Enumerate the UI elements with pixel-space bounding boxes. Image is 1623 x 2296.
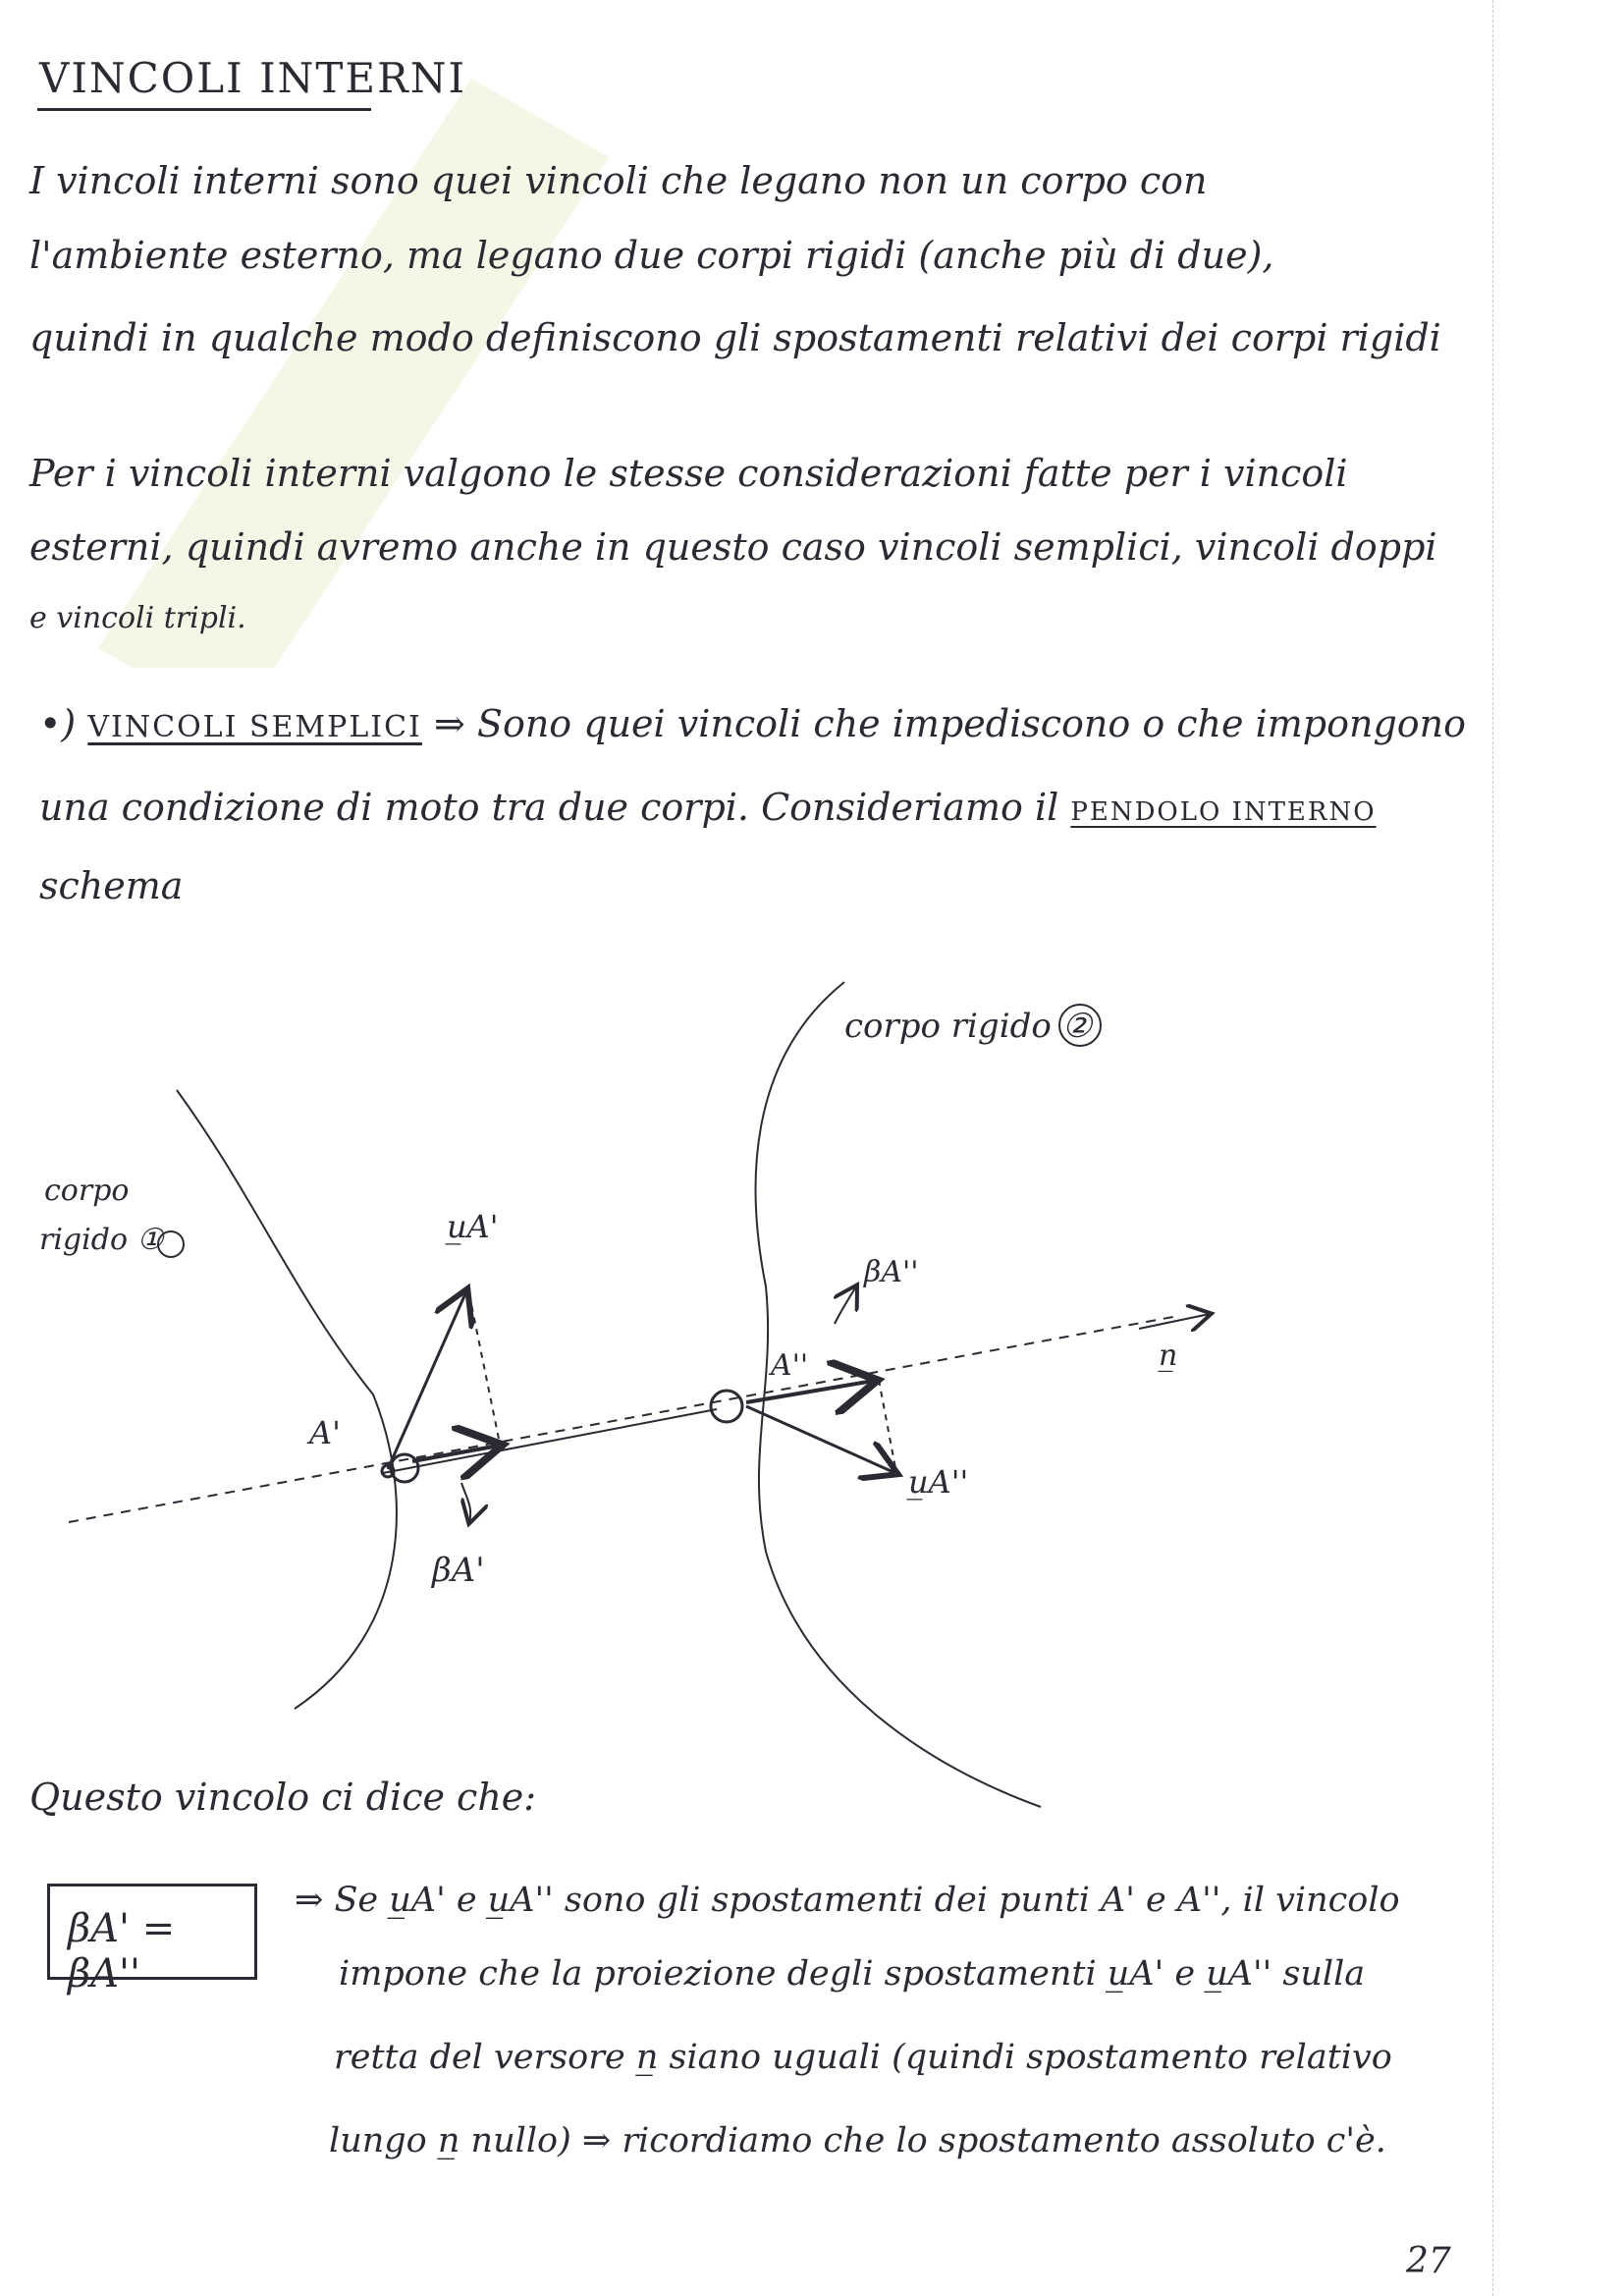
hinge-A2 <box>711 1391 742 1422</box>
projection-A1-dashed <box>469 1294 501 1449</box>
page-margin-guide <box>1492 0 1494 2296</box>
label-body2: corpo rigido ② <box>844 1007 1093 1046</box>
body1-boundary <box>177 1090 397 1709</box>
label-bA1: βA' <box>432 1551 485 1590</box>
boxed-formula-text: βA' = βA'' <box>68 1906 176 1996</box>
paragraph2-line1: Per i vincoli interni valgono le stesse considerazioni fatte per i vincoli <box>29 452 1348 495</box>
bullet-line2 <box>39 786 1377 829</box>
label-A1: A' <box>309 1414 341 1451</box>
pointer-bA2 <box>835 1286 856 1324</box>
label-uA1: u̲A' <box>447 1208 499 1245</box>
bullet-line1 <box>39 702 1466 745</box>
label-body1-line1: corpo <box>44 1174 130 1208</box>
title-underline <box>37 108 371 111</box>
conclusion-line2: impone che la proiezione degli spostamenti u̲A' e u̲A'' sulla <box>339 1954 1366 1994</box>
bullet-text1: ⇒ Sono quei vincoli che impediscono o che impongono <box>434 702 1467 745</box>
pointer-bA1 <box>461 1483 470 1522</box>
boxed-formula <box>47 1884 257 1996</box>
bullet-highlight: PENDOLO INTERNO <box>1070 797 1377 827</box>
page-title: VINCOLI INTERNI <box>39 54 467 102</box>
label-bA2: βA'' <box>864 1255 919 1289</box>
page-number: 27 <box>1406 2241 1451 2281</box>
vector-uA2 <box>746 1406 895 1473</box>
label-n: n̲ <box>1159 1339 1178 1373</box>
label-uA2: u̲A'' <box>908 1463 969 1501</box>
conclusion-line3: retta del versore n̲ siano uguali (quindi spostamento relativo <box>334 2038 1392 2077</box>
conclusion-line1: ⇒ Se u̲A' e u̲A'' sono gli spostamenti dei punti A' e A'', il vincolo <box>295 1881 1400 1920</box>
paragraph2-line2: esterni, quindi avremo anche in questo caso vincoli semplici, vincoli doppi <box>29 525 1437 569</box>
bullet-line3: schema <box>39 864 184 907</box>
label-body1-line2: rigido ① <box>39 1223 164 1257</box>
projection-A2-dashed <box>879 1380 895 1468</box>
pendulum-rod <box>383 1409 717 1473</box>
bullet-heading: VINCOLI SEMPLICI <box>87 710 422 744</box>
pendolo-interno-diagram <box>0 943 1492 1827</box>
bullet-marker: •) <box>39 702 77 745</box>
bullet-text2: una condizione di moto tra due corpi. Consideriamo il <box>39 786 1059 829</box>
paragraph2-line3: e vincoli tripli. <box>29 601 246 635</box>
paragraph1-line3: quindi in qualche modo definiscono gli spostamenti relativi dei corpi rigidi <box>29 316 1441 359</box>
conclusion-intro: Questo vincolo ci dice che: <box>29 1776 537 1819</box>
paragraph1-line2: l'ambiente esterno, ma legano due corpi rigidi (anche più di due), <box>29 234 1274 277</box>
paragraph1-line1: I vincoli interni sono quei vincoli che legano non un corpo con <box>29 159 1208 202</box>
conclusion-line4: lungo n̲ nullo) ⇒ ricordiamo che lo spostamento assoluto c'è. <box>329 2121 1386 2160</box>
label-A2: A'' <box>771 1348 809 1383</box>
axis-line <box>69 1316 1178 1522</box>
vector-uA1 <box>388 1291 466 1469</box>
